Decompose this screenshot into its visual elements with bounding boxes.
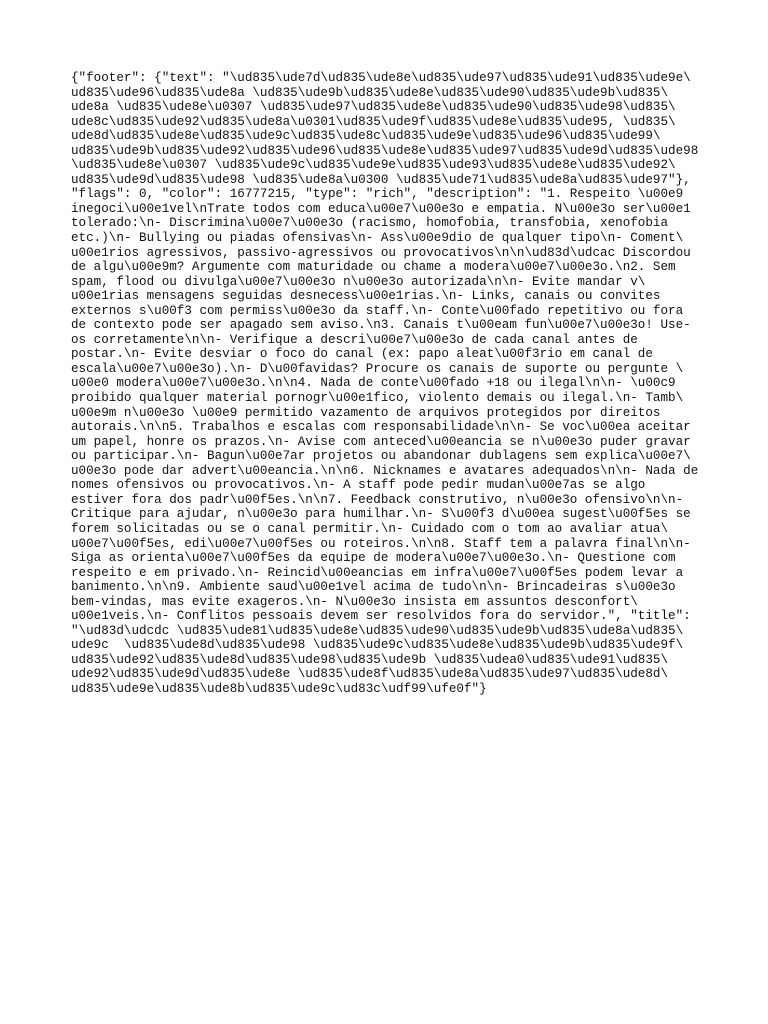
text-line: um papel, honre os prazos.\n- Avise com anteced\u00eancia se n\u00e3o puder gravar [71,434,691,449]
text-line: escala\u00e7\u00e3o).\n- D\u00favidas? Procure os canais de suporte ou pergunte \ [71,361,684,376]
text-line: externos s\u00f3 com permiss\u00e3o da staff.\n- Conte\u00fado repetitivo ou fora [71,303,684,318]
text-line: u00e9m n\u00e3o \u00e9 permitido vazamento de arquivos protegidos por direitos [71,405,661,420]
text-line: forem solicitadas ou se o canal permitir.\n- Cuidado com o tom ao avaliar atua\ [71,521,669,536]
text-line: u00e1rios agressivos, passivo-agressivos ou provocativos\n\n\ud83d\udcac Discordou [71,245,691,260]
document-page [71,71,699,697]
text-line: os corretamente\n\n- Verifique a descri\u00e7\u00e3o de cada canal antes de [71,332,638,347]
text-line: Siga as orienta\u00e7\u00f5es da equipe de modera\u00e7\u00e3o.\n- Questione com [71,551,676,566]
text-line: ude8c\ud835\ude92\ud835\ude8a\u0301\ud835\ude9f\ud835\ude8e\ud835\ude95, \ud835\ [71,114,676,129]
text-line: bem-vindas, mas evite exageros.\n- N\u00e3o insista em assuntos desconfort\ [71,594,638,609]
text-line: \ud835\ude8e\u0307 \ud835\ude9c\ud835\ude9e\ud835\ude93\ud835\ude8e\ud835\ude92\ [71,158,676,173]
text-line: u00e1rias mensagens seguidas desnecess\u00e1rias.\n- Links, canais ou convites [71,289,661,304]
text-line: ud835\ude9e\ud835\ude8b\ud835\ude9c\ud83c\udf99\ufe0f"} [71,681,487,696]
text-line: u00e0 modera\u00e7\u00e3o.\n\n4. Nada de conte\u00fado +18 ou ilegal\n\n- \u00c9 [71,376,676,391]
text-line: Critique para ajudar, n\u00e3o para humilhar.\n- S\u00f3 d\u00ea sugest\u00f5es se [71,507,691,522]
text-line: ou participar.\n- Bagun\u00e7ar projetos ou abandonar dublagens sem explica\u00e7\ [71,449,691,464]
text-line: proibido qualquer material pornogr\u00e1fico, violento demais ou ilegal.\n- Tamb\ [71,391,684,406]
text-line: postar.\n- Evite desviar o foco do canal (ex: papo aleat\u00f3rio em canal de [71,347,653,362]
text-line: respeito e em privado.\n- Reincid\u00eancias em infra\u00e7\u00f5es podem levar a [71,565,684,580]
text-line: ud835\ude9b\ud835\ude92\ud835\ude96\ud835\ude8e\ud835\ude97\ud835\ude9d\ud835\ude98 [71,143,699,158]
text-line: "flags": 0, "color": 16777215, "type": "rich", "description": "1. Respeito \u00e9 [71,187,684,202]
text-line: de contexto pode ser apagado sem aviso.\n3. Canais t\u00eam fun\u00e7\u00e3o! Use- [71,318,691,333]
text-line: banimento.\n\n9. Ambiente saud\u00e1vel acima de tudo\n\n- Brincadeiras s\u00e3o [71,580,676,595]
text-line: ude9c \ud835\ude8d\ud835\ude98 \ud835\ude9c\ud835\ude8e\ud835\ude9b\ud835\ude9f\ [71,638,684,653]
text-line: {"footer": {"text": "\ud835\ude7d\ud835\ude8e\ud835\ude97\ud835\ude91\ud835\ude9e\ [71,71,691,85]
text-line: ud835\ude96\ud835\ude8a \ud835\ude9b\ud835\ude8e\ud835\ude90\ud835\ude9b\ud835\ [71,85,669,100]
text-line: u00e1veis.\n- Conflitos pessoais devem ser resolvidos fora do servidor.", "title": [71,609,691,624]
json-text-block [71,71,699,697]
text-line: ud835\ude9d\ud835\ude98 \ud835\ude8a\u0300 \ud835\ude71\ud835\ude8a\ud835\ude97"}, [71,172,691,187]
text-line: ude8d\ud835\ude8e\ud835\ude9c\ud835\ude8c\ud835\ude9e\ud835\ude96\ud835\ude99\ [71,129,661,144]
text-line: de algu\u00e9m? Argumente com maturidade ou chame a modera\u00e7\u00e3o.\n2. Sem [71,260,676,275]
text-line: etc.)\n- Bullying ou piadas ofensivas\n- Ass\u00e9dio de qualquer tipo\n- Coment\ [71,231,684,246]
text-line: estiver fora dos padr\u00f5es.\n\n7. Feedback construtivo, n\u00e3o ofensivo\n\n- [71,492,684,507]
text-line: autorais.\n\n5. Trabalhos e escalas com responsabilidade\n\n- Se voc\u00ea aceitar [71,420,691,435]
text-line: u00e7\u00f5es, edi\u00e7\u00f5es ou roteiros.\n\n8. Staff tem a palavra final\n\n- [71,536,691,551]
text-line: inegoci\u00e1vel\nTrate todos com educa\u00e7\u00e3o e empatia. N\u00e3o ser\u00e1 [71,201,691,216]
text-line: tolerado:\n- Discrimina\u00e7\u00e3o (racismo, homofobia, transfobia, xenofobia [71,216,669,231]
text-line: nomes ofensivos ou provocativos.\n- A staff pode pedir mudan\u00e7as se algo [71,478,646,493]
text-line: ude92\ud835\ude9d\ud835\ude8e \ud835\ude8f\ud835\ude8a\ud835\ude97\ud835\ude8d\ [71,667,669,682]
text-line: ud835\ude92\ud835\ude8d\ud835\ude98\ud835\ude9b \ud835\udea0\ud835\ude91\ud835\ [71,652,669,667]
text-line: ude8a \ud835\ude8e\u0307 \ud835\ude97\ud835\ude8e\ud835\ude90\ud835\ude98\ud835\ [71,100,676,115]
text-line: spam, flood ou divulga\u00e7\u00e3o n\u00e3o autorizada\n\n- Evite mandar v\ [71,274,646,289]
text-line: "\ud83d\udcdc \ud835\ude81\ud835\ude8e\ud835\ude90\ud835\ude9b\ud835\ude8a\ud835\ [71,623,684,638]
text-line: u00e3o pode dar advert\u00eancia.\n\n6. Nicknames e avatares adequados\n\n- Nada de [71,463,699,478]
